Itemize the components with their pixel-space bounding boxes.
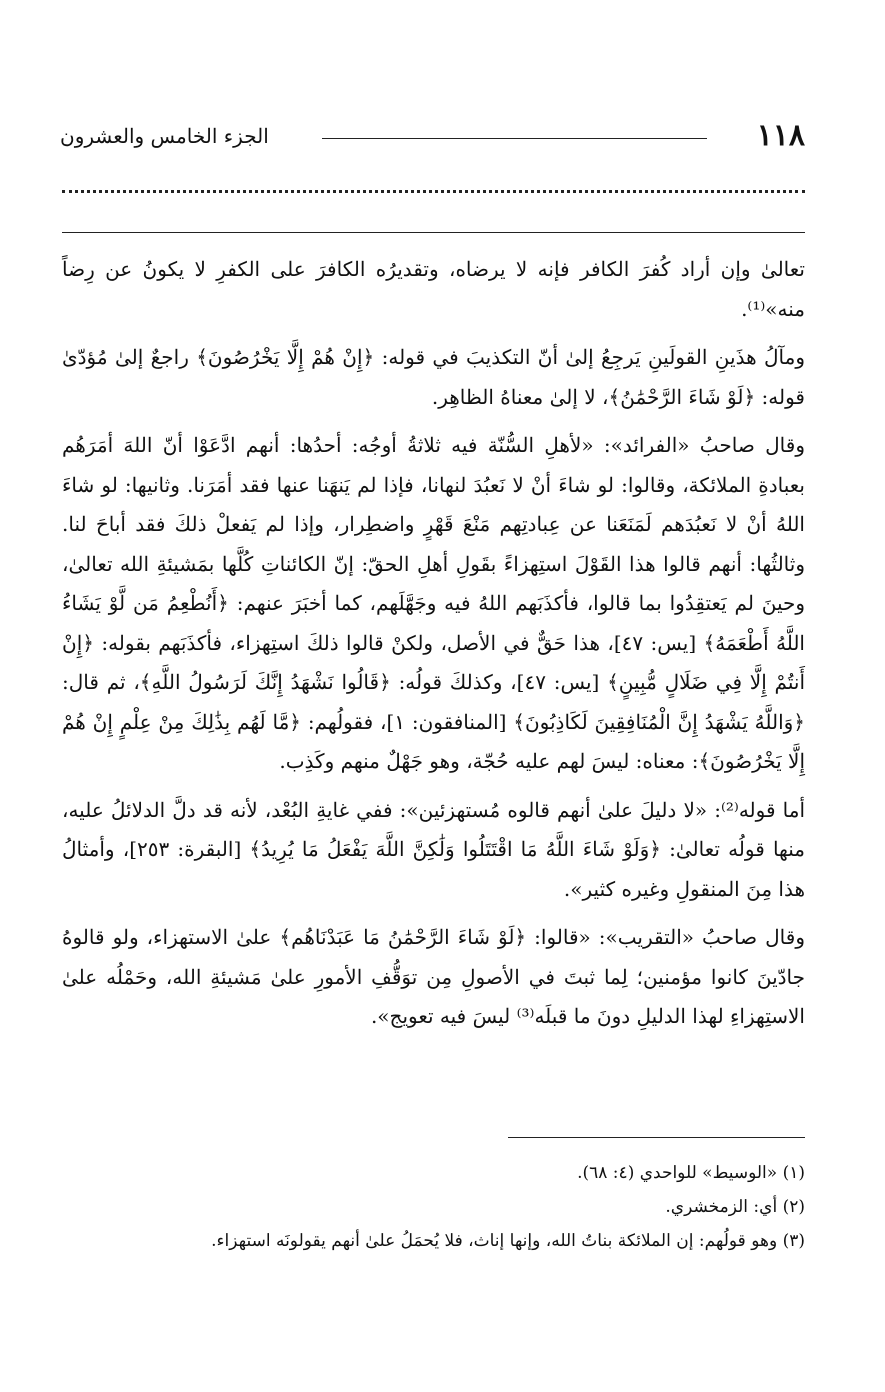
paragraph-2: ومآلُ هذَينِ القولَينِ يَرجِعُ إلىٰ أنّ التكذيبَ في قوله: ﴿إِنْ هُمْ إِلَّا يَخْرُصُونَ﴾ راجعٌ إلىٰ مُؤدّىٰ قوله: ﴿لَوْ شَاءَ الرَّحْمَٰنُ﴾، لا إلىٰ معناهُ الظاهِر. — [62, 345, 805, 409]
page-header — [60, 118, 805, 158]
top-rule — [62, 232, 805, 233]
paragraph-5: وقال صاحبُ «التقريب»: «قالوا: ﴿لَوْ شَاءَ الرَّحْمَٰنُ مَا عَبَدْنَاهُم﴾ علىٰ الاستهزاء، ولو قالوهُ جادّينَ كانوا مؤمنين؛ لِما ثبتَ في الأصولِ مِن توَقُّفِ الأمورِ علىٰ مَشيئةِ الله، وحَمْلُه علىٰ الاستِهزاءِ لهذا الدليلِ دونَ ما قبلَه⁽³⁾ ليسَ فيه تعويج». — [62, 925, 805, 1028]
header-rule — [322, 138, 707, 139]
dotted-separator — [62, 190, 805, 193]
footnotes — [62, 1156, 805, 1258]
paragraph-3: وقال صاحبُ «الفرائد»: «لأهلِ السُّنّة فيه ثلاثةُ أوجُه: أحدُها: أنهم ادَّعَوْا أنّ اللهَ أمَرَهُم بعبادةِ الملائكة، وقالوا: لو شاءَ أنْ لا نَعبُدَ لنهانا، فإذا لم يَنهَنا عنها فقد أمَرَنا. وثانيها: لو شاءَ اللهُ أنْ لا نَعبُدَهم لَمَنَعَنا عن عِبادتِهم مَنْعَ قَهْرٍ واضطِرار، وإذا لم يَفعلْ ذلكَ فقد أباحَ لنا. وثالثُها: أنهم قالوا هذا القَوْلَ استِهزاءً بقَولِ أهلِ الحقّ: إنّ الكائناتِ كُلَّها بمَشيئةِ الله تعالىٰ، وحينَ لم يَعتقِدُوا بما قالوا، فأكذَبَهم اللهُ فيه وجَهَّلَهم، كما أخبَرَ عنهم: ﴿أَنُطْعِمُ مَن لَّوْ يَشَاءُ اللَّهُ أَطْعَمَهُ﴾ [يس: ٤٧]، هذا حَقٌّ في الأصل، ولكنْ قالوا ذلكَ استِهزاء، فأكذَبَهم بقوله: ﴿إِنْ أَنتُمْ إِلَّا فِي ضَلَالٍ مُّبِينٍ﴾ [يس: ٤٧]، وكذلكَ قولُه: ﴿قَالُوا نَشْهَدُ إِنَّكَ لَرَسُولُ اللَّهِ﴾، ثم قال: ﴿وَاللَّهُ يَشْهَدُ إِنَّ الْمُنَافِقِينَ لَكَاذِبُونَ﴾ [المنافقون: ١]، فقولُهم: ﴿مَّا لَهُم بِذَٰلِكَ مِنْ عِلْمٍ إِنْ هُمْ إِلَّا يَخْرُصُونَ﴾: معناه: ليسَ لهم عليه حُجّة، وهو جَهْلٌ منهم وكَذِب. — [62, 433, 806, 773]
main-text — [62, 250, 805, 1046]
page-number: ١١٨ — [756, 118, 805, 153]
running-title: الجزء الخامس والعشرون — [60, 124, 269, 148]
paragraph-1: تعالىٰ وإن أراد كُفرَ الكافر فإنه لا يرضاه، وتقديرُه الكافرَ على الكفرِ لا يكونُ عن رِضاً منه»⁽¹⁾. — [62, 257, 805, 321]
footnote-3: (٣) وهو قولُهم: إن الملائكة بناتُ الله، وإنها إناث، فلا يُحمَلُ علىٰ أنهم يقولونَه استهزاء. — [211, 1231, 805, 1251]
footnote-1: (١) «الوسيط» للواحدي (٤: ٦٨). — [577, 1163, 805, 1183]
footnote-rule — [508, 1137, 805, 1138]
footnote-2: (٢) أي: الزمخشري. — [665, 1197, 805, 1217]
paragraph-4: أما قوله⁽²⁾: «لا دليلَ علىٰ أنهم قالوه مُستهزئين»: ففي غايةِ البُعْد، لأنه قد دلَّ الدلائلُ عليه، منها قولُه تعالىٰ: ﴿وَلَوْ شَاءَ اللَّهُ مَا اقْتَتَلُوا وَلَٰكِنَّ اللَّهَ يَفْعَلُ مَا يُرِيدُ﴾ [البقرة: ٢٥٣]، وأمثالُ هذا مِنَ المنقولِ وغيره كثير». — [62, 797, 806, 901]
